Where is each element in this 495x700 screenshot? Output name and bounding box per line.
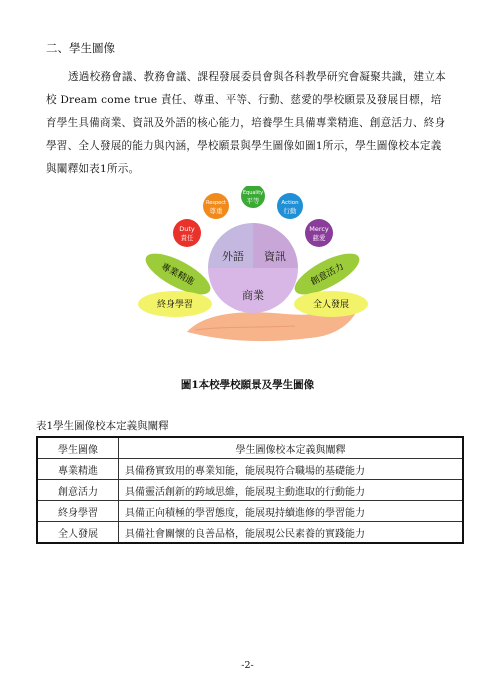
value-mercy-zh: 慈愛 bbox=[312, 234, 326, 242]
core-label-bottom: 商業 bbox=[242, 289, 264, 302]
leaf-right-lower-label: 全人發展 bbox=[312, 300, 350, 310]
leaf-right-upper-label: 創意活力 bbox=[309, 262, 346, 288]
value-respect-en: Respect bbox=[206, 200, 226, 206]
leaf-left-lower-label: 終身學習 bbox=[156, 300, 194, 310]
value-duty-en: Duty bbox=[179, 225, 195, 233]
core-label-top-right: 資訊 bbox=[264, 250, 286, 263]
definition-table bbox=[36, 436, 464, 544]
table-cell-image: 專業精進 bbox=[37, 459, 119, 480]
vision-figure bbox=[135, 186, 370, 356]
value-equality-zh: 平等 bbox=[246, 197, 260, 205]
table-cell-image: 終身學習 bbox=[37, 501, 119, 522]
table-header-definition: 學生圖像校本定義與闡釋 bbox=[119, 437, 464, 459]
value-equality-en: Equality bbox=[242, 190, 264, 196]
value-action-zh: 行動 bbox=[283, 207, 297, 215]
table-row bbox=[37, 522, 463, 544]
vision-diagram bbox=[135, 186, 370, 356]
figure-caption: 圖1本校學校願景及學生圖像 bbox=[180, 379, 315, 391]
intro-paragraph: 透過校務會議、教務會議、課程發展委員會與各科教學研究會凝聚共識，建立本校 Dream come true 責任、尊重、平等、行動、慈愛的學校願景及發展目標，培育學生具備商業、資訊及外語的核心能力，培養學生具備專業精進、創意活力、終身學習、全人發展的能力與內涵，學校願景與學生圖像如圖1所示，學生圖像校本定義與闡釋如表1所示。 bbox=[46, 71, 446, 175]
section-heading: 二、學生圖像 bbox=[46, 41, 115, 55]
page-number: -2- bbox=[241, 660, 254, 671]
value-circle-respect bbox=[203, 193, 229, 219]
table-cell-definition: 具備靈活創新的跨域思維，能展現主動進取的行動能力 bbox=[119, 480, 464, 501]
table-cell-image: 創意活力 bbox=[37, 480, 119, 501]
value-duty-zh: 責任 bbox=[180, 234, 194, 242]
table-cell-definition: 具備正向積極的學習態度，能展現持續進修的學習能力 bbox=[119, 501, 464, 522]
value-circle-action bbox=[277, 193, 303, 219]
table-header-row bbox=[37, 437, 463, 459]
table-cell-definition: 具備社會關懷的良善品格，能展現公民素養的實踐能力 bbox=[119, 522, 464, 544]
value-mercy-en: Mercy bbox=[309, 225, 329, 233]
table-cell-definition: 具備務實致用的專業知能，能展現符合職場的基礎能力 bbox=[119, 459, 464, 480]
table-row bbox=[37, 459, 463, 480]
leaf-left-upper-label: 專業精進 bbox=[159, 262, 196, 288]
table-caption: 表1學生圖像校本定義與闡釋 bbox=[36, 420, 169, 432]
table-row bbox=[37, 501, 463, 522]
value-circle-equality bbox=[241, 186, 265, 208]
value-action-en: Action bbox=[281, 200, 299, 206]
core-label-top-left: 外語 bbox=[222, 250, 244, 263]
table-row bbox=[37, 480, 463, 501]
value-circle-mercy bbox=[305, 219, 333, 247]
value-circle-duty bbox=[173, 219, 201, 247]
table-header-image: 學生圖像 bbox=[37, 437, 119, 459]
value-respect-zh: 尊重 bbox=[209, 207, 223, 215]
table-cell-image: 全人發展 bbox=[37, 522, 119, 544]
